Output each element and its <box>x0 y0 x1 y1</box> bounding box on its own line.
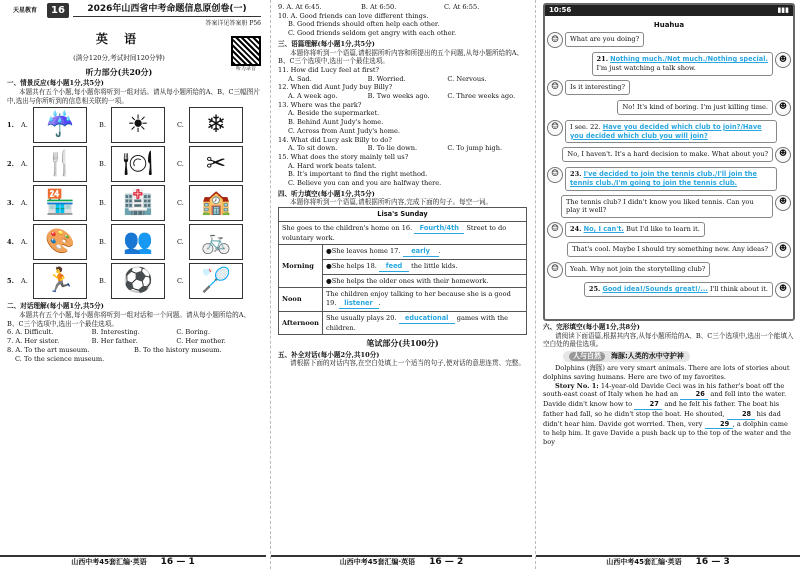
table-row-20: She usually plays 20. educational games with the children. <box>322 311 526 334</box>
section-5-intro: 请根据下面的对话内容,在空白处填上一个适当的句子,使对话的意思连贯、完整。 <box>290 359 525 368</box>
avatar-icon: ☺ <box>547 167 563 183</box>
question-10-b: B. Good friends should often help each other. <box>288 20 440 29</box>
afternoon-label: Afternoon <box>279 311 323 334</box>
question-10-a: 10. A. Good friends can love different things. <box>278 11 429 20</box>
option-picture-icon[interactable]: 🏫 <box>189 185 243 221</box>
section-5-title: 五、补全对话(每小题2分,共10分) <box>278 350 380 359</box>
option-picture-icon[interactable]: 🍴 <box>33 146 87 182</box>
clock: 10:56 <box>549 6 572 14</box>
page-3 <box>535 0 800 569</box>
avatar-icon: ☻ <box>775 242 791 258</box>
option-label: A. <box>21 159 28 168</box>
question-15-a: A. Hard work beats talent. <box>288 161 377 170</box>
answer-17[interactable]: early <box>403 247 439 257</box>
question-15-c: C. Believe you can and you are halfway there. <box>288 179 442 188</box>
chat-message: ☻ 25. Good idea!/Sounds great!/... I'll think about it. <box>547 282 791 298</box>
question-8-option-c: C. To the science museum. <box>15 354 105 363</box>
table-row-morning-3: ●She helps the older ones with their homework. <box>322 274 526 288</box>
avatar-icon: ☻ <box>775 100 791 116</box>
answer-18[interactable]: feed <box>379 262 409 272</box>
answer-19[interactable]: listener <box>339 299 379 309</box>
question-12: 12. When did Aunt Judy buy Billy? <box>278 83 393 92</box>
blank-28[interactable]: 28 <box>727 410 755 420</box>
section-4-intro: 本题你将听到一个语篇,请根据所听内容,完成下面的句子。每空一词。 <box>290 198 493 207</box>
option-label: C. <box>177 276 184 285</box>
passage-title: 海豚:人类的水中守护神 <box>611 352 684 361</box>
option-label: B. <box>99 198 106 207</box>
question-10-c: C. Good friends seldom get angry with each other. <box>288 29 457 38</box>
option-picture-icon[interactable]: 👥 <box>111 224 165 260</box>
section-6-intro: 请阅读下面语篇,根据其内容,从每小题所给的A、B、C三个选项中,选出一个能填入空白处的最佳选项。 <box>543 331 794 349</box>
section-2-intro: 本题共有五个小题,每小题你将听到一组对话和一个问题。请从每小题所给的A、B、C三个选项中,选出一个最佳选项。 <box>7 310 251 328</box>
question-13: 13. Where was the park? <box>278 100 362 109</box>
question-12-options: A. A week ago. B. Two weeks ago. C. Three weeks ago. <box>288 92 516 101</box>
chat-contact: Huahua <box>653 21 685 30</box>
section-3-intro: 本题你将听到一个语篇,请根据所听内容和所提出的五个问题,从每小题所给的A、B、C三个选项中,选出一个最佳选项。 <box>278 48 524 66</box>
paper-title: 2026年山西省中考命题信息原创卷(一) <box>73 4 261 17</box>
table-row-intro: She goes to the children's home on 16. Fourth/4th Street to do voluntary work. <box>279 221 527 244</box>
question-number: 5. <box>7 276 14 285</box>
avatar-icon: ☺ <box>547 80 563 96</box>
table-row-19: The children enjoy talking to her because she is a good 19. listener . <box>322 288 526 311</box>
passage-paragraph-2: Story No. 1: 14-year-old Davide Ceci was in his father's boat off the south-east coast of Italy when he had an 26 and fell into the water. Davide didn't know how to 27 and he felt his father. The boat his father had fall, so he didn't stop the boat. He shouted, 28 his dad didn't hear him. Davide got worried. Then, very 29 , a dolphin came to help him. It gave Davide a push back up to the top of the water and the boy <box>543 381 791 446</box>
option-label: A. <box>21 120 28 129</box>
chat-message: ☺ Is it interesting? <box>547 80 793 96</box>
chat-message: ☺ What are you doing? <box>547 32 793 48</box>
avatar-icon: ☻ <box>775 282 791 298</box>
picture-questions <box>7 107 261 299</box>
chat-message: ☻ The tennis club? I didn't know you liked tennis. Can you play it well? <box>547 195 791 218</box>
section-3-title: 三、语篇理解(每小题1分,共5分) <box>278 39 375 48</box>
question-13-b: B. Behind Aunt Judy's home. <box>288 118 384 127</box>
chat-message: ☺ 23. I've decided to join the tennis club./I'll join the tennis club./I'm going to join the tennis club. <box>547 167 793 190</box>
avatar-icon: ☺ <box>547 222 563 238</box>
status-bar <box>545 5 793 16</box>
option-picture-icon[interactable]: ☔ <box>33 107 87 143</box>
signal-icon: ▮▮▮ <box>777 6 789 14</box>
option-picture-icon[interactable]: ✂ <box>189 146 243 182</box>
question-13-a: A. Beside the supermarket. <box>288 109 380 118</box>
question-number: 2. <box>7 159 14 168</box>
avatar-icon: ☻ <box>775 195 791 211</box>
noon-label: Noon <box>279 288 323 311</box>
page-2-footer: 山西中考45套汇编·英语 16 — 2 <box>271 555 532 569</box>
listening-table <box>278 207 527 335</box>
answer-20[interactable]: educational <box>399 314 455 324</box>
question-15-b: B. It's important to find the right method. <box>288 170 428 179</box>
passage-banner <box>563 351 690 362</box>
question-number: 3. <box>7 198 14 207</box>
question-14: 14. What did Lucy ask Billy to do? <box>278 135 392 144</box>
option-label: C. <box>177 120 184 129</box>
table-row-18: ●She helps 18. feed the little kids. <box>322 259 526 274</box>
option-picture-icon[interactable]: 🏪 <box>33 185 87 221</box>
section-1-title: 一、情景反应(每小题1分,共5分) <box>7 79 104 88</box>
written-part-title: 笔试部分(共100分) <box>366 338 439 349</box>
option-label: B. <box>99 159 106 168</box>
option-picture-icon[interactable]: 🍽 <box>111 146 165 182</box>
table-row-17: ●She leaves home 17. early . <box>322 245 526 260</box>
passage-paragraph-1: Dolphins (海豚) are very smart animals. There are lots of stories about dolphins saving humans. Here are two of my favorites. <box>543 364 790 382</box>
picture-question-row <box>7 146 261 182</box>
option-label: B. <box>99 276 106 285</box>
blank-27[interactable]: 27 <box>634 400 662 410</box>
chat-message: ☻ No! It's kind of boring. I'm just killing time. <box>547 100 791 116</box>
page-1 <box>0 0 266 569</box>
option-label: A. <box>21 237 28 246</box>
listening-title: 听力部分(共20分) <box>85 66 153 77</box>
option-picture-icon[interactable]: 🏥 <box>111 185 165 221</box>
section-1-intro: 本题共有五个小题,每小题你将听到一组对话。请从每小题所给的A、B、C三幅图片中,选出与你所听到的信息相关联的一项。 <box>7 87 260 105</box>
exam-info: (满分120分,考试时间120分钟) <box>73 53 165 62</box>
question-14-options: A. To sit down. B. To lie down. C. To jump high. <box>288 144 503 153</box>
option-label: C. <box>177 237 184 246</box>
avatar-icon: ☺ <box>547 120 563 136</box>
qr-label: 听力录音 <box>235 66 256 73</box>
section-4-title: 四、听力填空(每小题1分,共5分) <box>278 189 375 198</box>
question-15: 15. What does the story mainly tell us? <box>278 152 409 161</box>
avatar-icon: ☺ <box>547 32 563 48</box>
paper-number-badge: 16 <box>47 3 69 18</box>
option-label: B. <box>99 120 106 129</box>
picture-question-row <box>7 263 261 299</box>
picture-question-row <box>7 107 261 143</box>
blank-26[interactable]: 26 <box>680 390 708 400</box>
question-7: 7. A. Her sister. B. Her father. C. Her mother. <box>7 337 226 346</box>
table-title: Lisa's Sunday <box>279 208 527 222</box>
answer-22[interactable]: Have you decided which club to join?/Have you decided which club you will join? <box>570 122 762 140</box>
picture-question-row <box>7 185 261 221</box>
answer-25[interactable]: Good idea!/Sounds great!/... <box>602 285 708 294</box>
option-picture-icon[interactable]: 🏸 <box>189 263 243 299</box>
page-header <box>7 3 261 18</box>
option-picture-icon[interactable]: 🏃 <box>33 263 87 299</box>
option-label: A. <box>21 276 28 285</box>
option-label: C. <box>177 198 184 207</box>
option-picture-icon[interactable]: ❄ <box>189 107 243 143</box>
question-9: 9. A. At 6:45. B. At 6:50. C. At 6:55. <box>278 3 480 11</box>
question-number: 4. <box>7 237 14 246</box>
section-2-title: 二、对话理解(每小题1分,共5分) <box>7 302 104 311</box>
answer-16[interactable]: Fourth/4th <box>414 224 464 234</box>
page-1-footer: 山西中考45套汇编·英语 16 — 1 <box>0 555 266 569</box>
question-13-c: C. Across from Aunt Judy's home. <box>288 126 400 135</box>
option-label: A. <box>21 198 28 207</box>
answer-23[interactable]: I've decided to join the tennis club./I'll join the tennis club./I'm going to join the tennis club. <box>570 170 757 187</box>
chat-message: ☻ No, I haven't. It's a hard decision to make. What about you? <box>547 147 791 163</box>
chat-message: ☻ That's cool. Maybe I should try something new. Any ideas? <box>547 242 791 258</box>
phone-chat <box>543 3 795 321</box>
option-picture-icon[interactable]: ☀ <box>111 107 165 143</box>
question-6: 6. A. Difficult. B. Interesting. C. Boring. <box>7 328 210 337</box>
morning-label: Morning <box>279 245 323 288</box>
blank-29[interactable]: 29 <box>705 420 733 430</box>
option-picture-icon[interactable]: ⚽ <box>111 263 165 299</box>
answer-21[interactable]: Nothing much./Not much./Nothing special. <box>610 55 768 64</box>
option-label: B. <box>99 237 106 246</box>
qr-code-icon[interactable] <box>231 36 261 66</box>
page-3-footer: 山西中考45套汇编·英语 16 — 3 <box>536 555 800 569</box>
chat-message: ☺ 24. No, I can't. But I'd like to learn it. <box>547 222 793 238</box>
question-8: 8. A. To the art museum. B. To the history museum. <box>7 345 222 354</box>
picture-question-row <box>7 224 261 260</box>
question-11-options: A. Sad. B. Worried. C. Nervous. <box>288 74 487 83</box>
option-picture-icon[interactable]: 🚲 <box>189 224 243 260</box>
avatar-icon: ☻ <box>775 52 791 68</box>
option-label: C. <box>177 159 184 168</box>
page-2 <box>270 0 532 569</box>
chat-message: ☺ Yeah. Why not join the storytelling club? <box>547 262 793 278</box>
answer-24[interactable]: No, I can't. <box>583 225 624 234</box>
avatar-icon: ☻ <box>775 147 791 163</box>
question-11: 11. How did Lucy feel at first? <box>278 65 380 74</box>
publisher-logo: 天星教育 <box>12 6 37 14</box>
chat-message: ☺ I see. 22. Have you decided which club to join?/Have you decided which club you will join? <box>547 120 793 143</box>
option-picture-icon[interactable]: 🎨 <box>33 224 87 260</box>
answer-reference: 答案详见答案册 P56 <box>205 20 261 28</box>
chat-message: ☻ 21. Nothing much./Not much./Nothing special. I'm just watching a talk show. <box>547 52 791 75</box>
section-6-title: 六、完形填空(每小题1分,共8分) <box>543 323 640 331</box>
theme-tag: 人与自然 <box>569 352 605 361</box>
question-number: 1. <box>7 120 14 129</box>
avatar-icon: ☺ <box>547 262 563 278</box>
subject-title: 英 语 <box>95 32 143 47</box>
